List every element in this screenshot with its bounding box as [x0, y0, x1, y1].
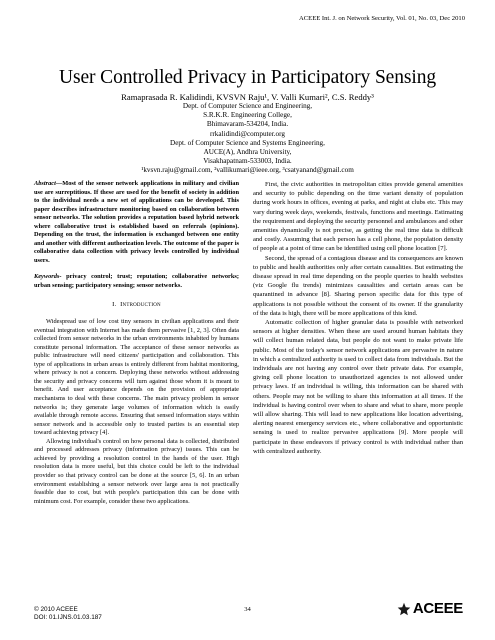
publisher-logo: [397, 600, 463, 617]
section-heading-introduction: [34, 301, 239, 310]
aceee-star-logo-icon: [397, 602, 411, 616]
right-paragraph: Automatic collection of higher granular data is possible with networked sensors at higher densities. When these are used around human habitats they will collect human related data, but people do not want to make private life public. Most of the today's sensor network applications are pervasive in nature in which a centralized authority is used to collect data from individuals. But the individuals are not having any control over their private data. For example, giving cell phone location to unauthorized agencies is not allowed under privacy laws. If an individual is willing, this information can be shared with others. People may not be willing to share this information at all times. If the individual is having control over when to share and what to share, more people will allow sharing. This will lead to new applications like location advertising, alerting nearest emergency services etc., where collaborative and opportunistic sensing is used to realize pervasive applications [9]. More people will participate in these endeavors if privacy control is with individual rather than with centralized authority.: [253, 319, 463, 455]
affiliation-1-email: rrkalidindi@computer.org: [210, 129, 285, 138]
affiliation-2-university: AUCE(A), Andhra University,: [203, 148, 292, 157]
affiliation-2-dept: Dept. of Computer Science and Systems Engineering,: [170, 138, 325, 147]
affiliation-1-dept: Dept. of Computer Science and Engineering,: [182, 102, 313, 110]
running-header: ACEEE Int. J. on Network Security, Vol. 01, No. 03, Dec 2010: [299, 15, 465, 22]
footer-copyright: © 2010 ACEEE: [34, 606, 78, 613]
author-emails: ¹kvsvn.raju@gmail.com, ²vallikumari@ieee.org, ³csatyanand@gmail.com: [141, 166, 354, 175]
abstract: [34, 180, 239, 265]
author-block: [0, 92, 495, 176]
keywords-text: privacy control; trust; reputation; collaborative networks; urban sensing; participatory sensing; sensor networks.: [34, 273, 239, 290]
right-column: [253, 180, 463, 456]
section-number: I.: [112, 300, 117, 308]
keywords-label: Keywords-: [34, 273, 62, 281]
right-paragraph: First, the civic authorities in metropolitan cities provide general amenities and security to public depending on the time variant density of population during work hours in offices, evening at parks, and night at clubs etc. This may vary during week days, weekends, festivals, functions and meetings. Estimating the requirement and deploying the security personnel and ambulances and other amenities dynamically is not precise, as getting the real time data is difficult and costly. Assuming that each person has a cell phone, the population density of people at a point of time can be identified using cell phone location [7].: [253, 181, 463, 253]
affiliation-2-city: Visakhapatnam-533003, India.: [203, 157, 292, 166]
paper-title: User Controlled Privacy in Participatory Sensing: [58, 67, 436, 88]
footer-doi: DOI: 01.IJNS.01.03.187: [34, 614, 102, 622]
right-paragraph: Second, the spread of a contagious disease and its consequences are known to public and health authorities only after certain causalities. But estimating the disease spread in real time depending on the people queries to health websites (viz Google flu trends) minimizes causalities and certain areas can be quarantined in advance [8]. Sharing person specific data for this type of applications is not possible without the consent of its owner. If the granularity of the data is high, there will be more applications of this kind.: [253, 254, 463, 317]
section-title: Introduction: [120, 300, 161, 308]
affiliation-1-city: Bhimavaram-534204, India.: [206, 120, 289, 129]
affiliation-1-college: S.R.K.R. Engineering College,: [203, 111, 292, 120]
left-paragraph: Allowing individual's control on how personal data is collected, distributed and processed addresses privacy (information privacy) issues. This can be achieved by providing a resolution control in the hands of the user. High resolution data is more useful, but this choice could be left to the individual provider so that privacy control can be done at the source [5, 6]. In an urban environment establishing a sensor network over large area is not practically feasible due to cost, but with people's participation this can be done with minimum cost. For example, consider these two applications.: [34, 437, 239, 505]
abstract-label: Abstract: [34, 180, 56, 187]
left-column: [34, 180, 239, 506]
abstract-text: —Most of the sensor network applications in military and civilian use are surreptitious. If these are used for the benefit of society in addition to the individual needs a new set of applications can be developed. This paper describes infrastructure monitoring based on collaboration between sensor networks. The solution provides a reputation based hybrid network where collaborative trust is established based on referrals (opinions). Depending on the trust, the information is exchanged between one entity and another with different authorization levels. The outcome of the paper is collaborative data collection with privacy levels controlled by individual users.: [34, 180, 239, 264]
page-number: 34: [244, 606, 251, 613]
publisher-logo-text: ACEEE: [412, 600, 463, 617]
author-names: Ramaprasada R. Kalidindi, KVSVN Raju¹, V. Valli Kumari², C.S. Reddy³: [121, 92, 374, 102]
keywords: [34, 273, 239, 290]
left-paragraph: Widespread use of low cost tiny sensors in civilian applications and their eventual integration with Internet has made them pervasive [1, 2, 3]. Often data collected from sensor networks in the urban environments inhabited by humans constitute personal information. The acceptance of these sensor networks as public infrastructure will need citizens' participation and collaboration. This type of applications in urban areas is entirely different from habitat monitoring, where privacy is not a concern. Deploying these networks without addressing the security and privacy concerns will turn against those whom it is meant to benefit. And user acceptance depends on the provision of appropriate mechanisms to deal with these concerns. The main privacy problem in sensor networks is; they generate large volumes of information which is easily available through remote access. Ensuring that sensed information stays within sensor network and is accessible only to trusted parties is an essential step toward achieving privacy [4].: [34, 318, 239, 437]
